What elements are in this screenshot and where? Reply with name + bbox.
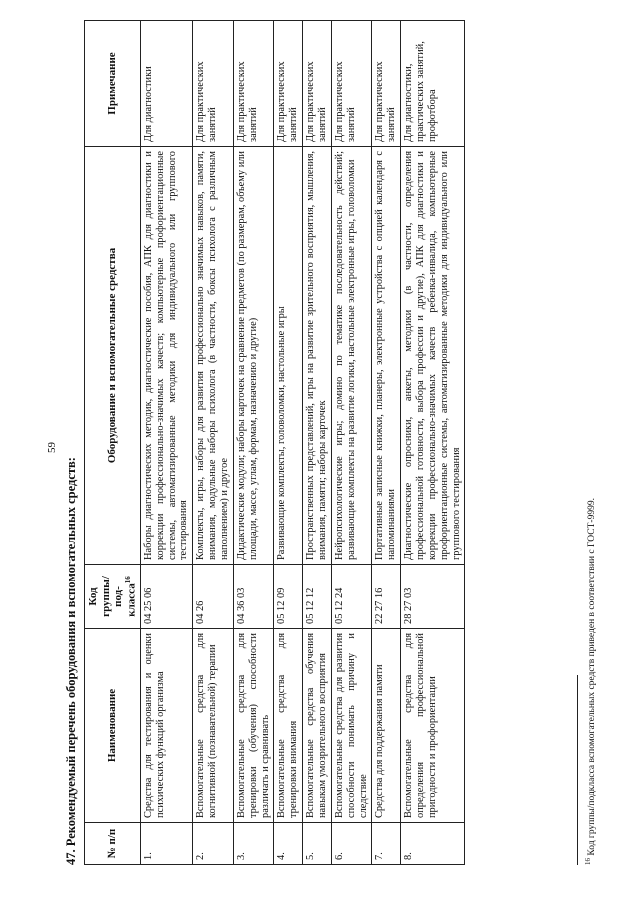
row-note: Для практических занятий [274,21,303,147]
row-number: 8. [401,823,465,865]
table-row [193,21,234,865]
row-note: Для диагностики, практических занятий, профотбора [401,21,465,147]
row-number: 3. [233,823,274,865]
row-number: 4. [274,823,303,865]
row-equipment: Нейропсихологические игры; домино по тематике последовательность действий; развивающие комплекты на развитие логики, настольные электронные игры, головоломки [331,147,372,565]
row-name: Вспомогательные средства для тренировки внимания [274,629,303,823]
row-code: 04 36 03 [233,565,274,629]
footnote-text: Код группы/подкласса вспомогательных средств приведен в соответствии с ГОСТ-9999. [587,498,598,856]
row-equipment: Диагностические опросники, анкеты, методики (в частности, определения профессиональной готовности, выбора профессии и другие), АПК для диагностики и коррекции профессионально-значимых качеств ребенка-инвалида, компьютерные профориентационные системы, автоматизированные методики для индивидуального или группового тестирования [401,147,465,565]
header-name: Наименование [85,629,141,823]
header-code [85,565,141,629]
row-note: Для практических занятий [331,21,372,147]
header-num: № п/п [85,823,141,865]
row-number: 2. [193,823,234,865]
row-equipment: Наборы диагностических методик, диагностические пособия, АПК для диагностики и коррекции профессионально-значимых качеств; компьютерные профориентационные системы, автоматизированные методики для индивидуального или группового тестирования [140,147,192,565]
footnote-mark: 16 [584,858,592,865]
row-code: 05 12 09 [274,565,303,629]
row-number: 5. [303,823,332,865]
row-code: 04 25 06 [140,565,192,629]
row-equipment: Пространственных представлений, игры на развитие зрительного восприятия, мышления, внимания, памяти; наборы карточек [303,147,332,565]
row-number: 1. [140,823,192,865]
footnote-divider [577,675,578,865]
header-code-footnote-mark: 16 [123,576,132,584]
row-note: Для практических занятий [193,21,234,147]
row-code: 04 26 [193,565,234,629]
row-note: Для практических занятий [233,21,274,147]
row-name: Средства для поддержания памяти [372,629,401,823]
row-equipment: Дидактические модули; наборы карточек на сравнение предметов (по размерам, объему или площади, массе, углам, формам, назначению и другие) [233,147,274,565]
row-name: Вспомогательные средства для развития способности понимать причину и следствие [331,629,372,823]
header-code-label: Код группы/под-класса [87,576,138,617]
row-name: Вспомогательные средства обучения навыкам умозрительного восприятия [303,629,332,823]
table-row [233,21,274,865]
page-number: 59 [46,442,58,453]
row-name: Вспомогательные средства для определения профессиональной пригодности и профориентации [401,629,465,823]
row-note: Для практических занятий [303,21,332,147]
footnote [584,25,597,865]
row-name: Средства для тестирования и оценки психических функций организма [140,629,192,823]
row-equipment: Комплекты, игры, наборы для развития профессионально значимых навыков, памяти, внимания, модульные наборы психолога (в частности, боксы психолога с различным наполнением) и другое [193,147,234,565]
header-equipment: Оборудование и вспомогательные средства [85,147,141,565]
row-note: Для диагностики [140,21,192,147]
table-row [401,21,465,865]
row-code: 05 12 12 [303,565,332,629]
row-equipment: Развивающие комплекты, головоломки, настольные игры [274,147,303,565]
table-row [331,21,372,865]
row-code: 05 12 24 [331,565,372,629]
section-title: 47. Рекомендуемый перечень оборудования и вспомогательных средств: [64,457,78,865]
row-code: 22 27 16 [372,565,401,629]
row-name: Вспомогательные средства для тренировки (обучения) способности различать и сравнивать [233,629,274,823]
row-number: 6. [331,823,372,865]
table-row [372,21,401,865]
table-row [274,21,303,865]
row-code: 28 27 03 [401,565,465,629]
equipment-table [84,20,465,865]
table-row [140,21,192,865]
row-name: Вспомогательные средства для когнитивной (познавательной) терапии [193,629,234,823]
row-equipment: Портативные записные книжки, планеры, электронные устройства с опцией календаря с напоминаниями [372,147,401,565]
header-note: Примечание [85,21,141,147]
row-note: Для практических занятий [372,21,401,147]
table-header-row [85,21,141,865]
table-row [303,21,332,865]
row-number: 7. [372,823,401,865]
